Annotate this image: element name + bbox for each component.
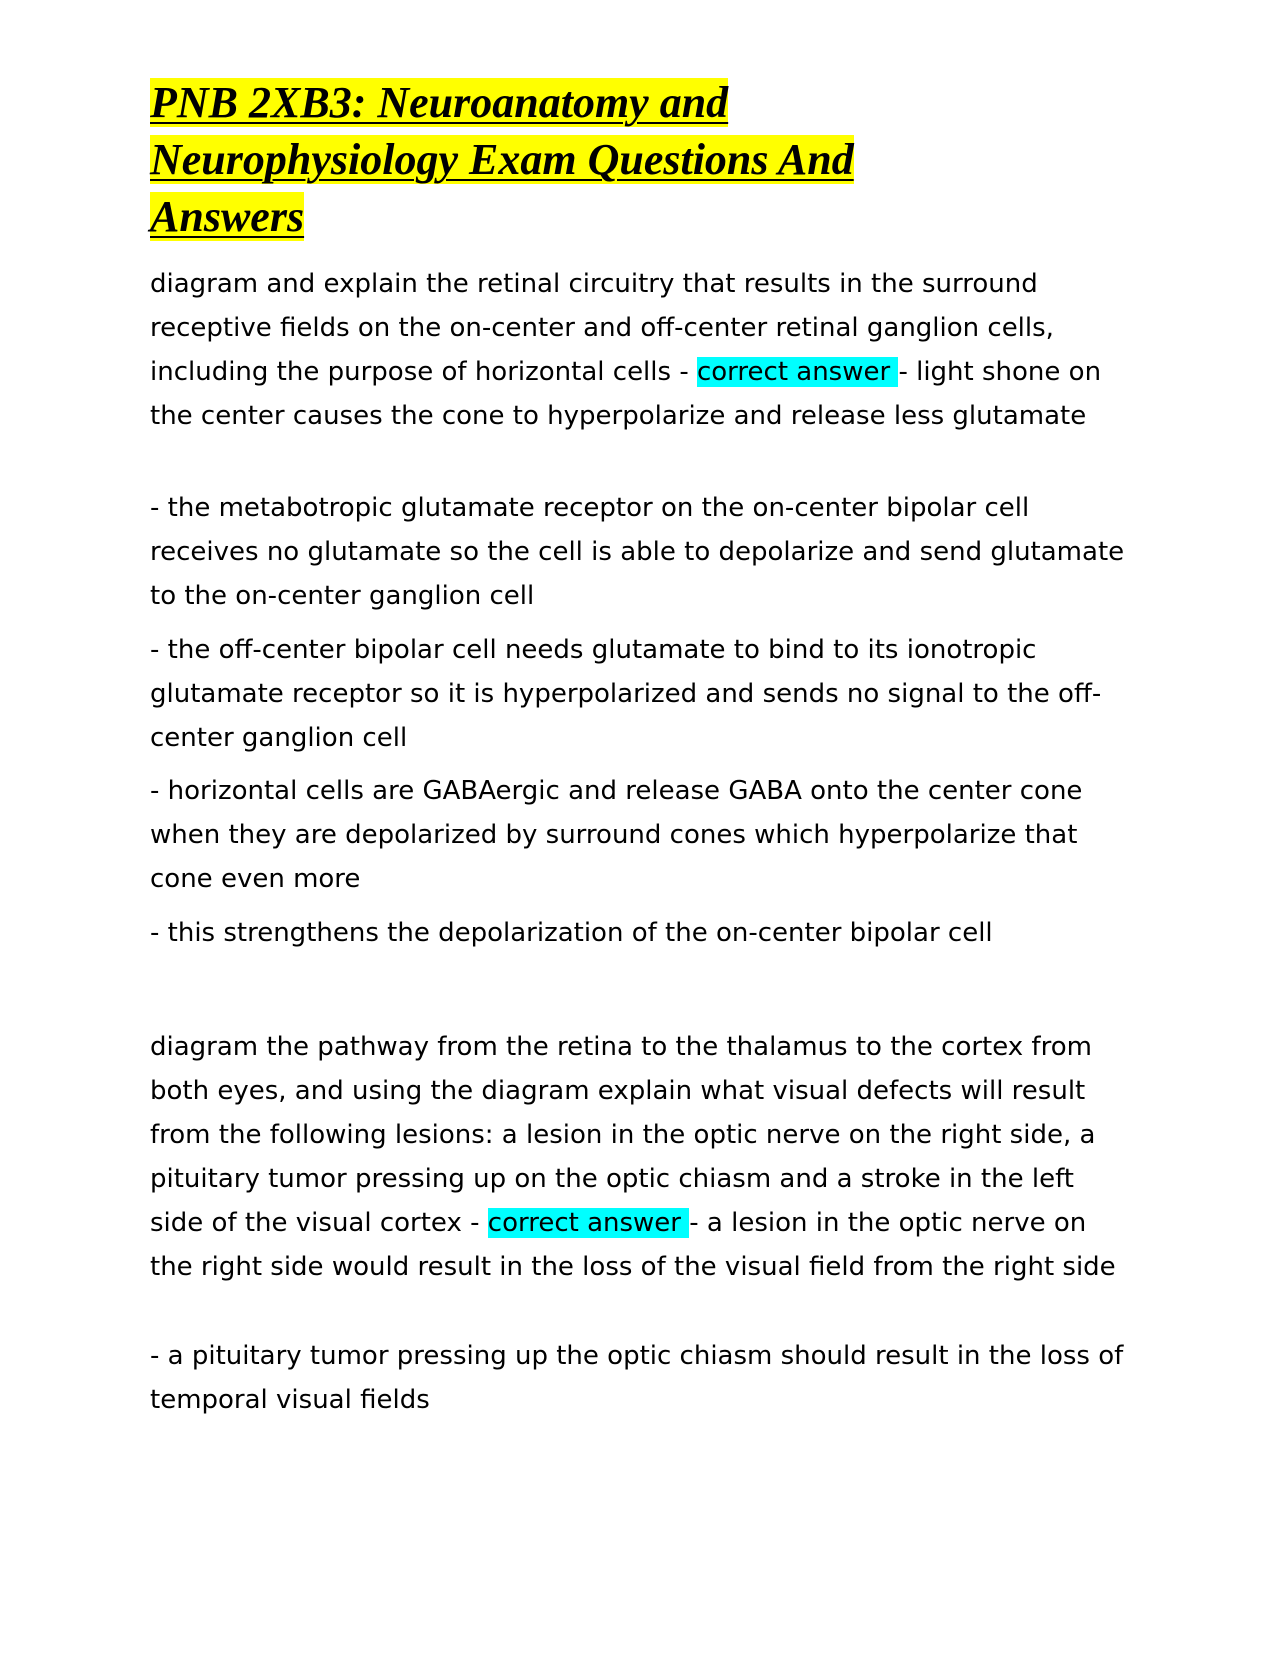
question-1-point-4: - this strengthens the depolarization of the on-center bipolar cell xyxy=(150,918,993,948)
question-1-paragraph xyxy=(150,262,1135,438)
question-2-prompt: diagram the pathway from the retina to the thalamus to the cortex from both eyes, and using the diagram explain what visual defects will result from the following lesions: a lesion in the optic nerve on the right side, a pituitary tumor pressing up on the optic chiasm and a stroke in the left side of the visual cortex - xyxy=(150,1032,1096,1238)
question-1-answer-marker: correct answer xyxy=(696,357,899,387)
document-title xyxy=(150,74,1050,245)
question-1-point-2: - the off-center bipolar cell needs glutamate to bind to its ionotropic glutamate receptor so it is hyperpolarized and sends no signal to the off-center ganglion cell xyxy=(150,635,1102,753)
title-line-1: PNB 2XB3: Neuroanatomy and xyxy=(150,78,729,127)
title-line-3: Answers xyxy=(150,192,305,241)
question-2-point-1: - a pituitary tumor pressing up the optic chiasm should result in the loss of temporal visual fields xyxy=(150,1341,1124,1415)
question-2-answer-marker: correct answer xyxy=(487,1208,690,1238)
question-2-answer-lead: - a lesion in the optic nerve on the right side would result in the loss of the visual field from the right side xyxy=(150,1208,1116,1282)
question-2-paragraph xyxy=(150,1025,1135,1289)
title-line-2: Neurophysiology Exam Questions And xyxy=(150,135,854,184)
question-1-prompt: diagram and explain the retinal circuitry that results in the surround receptive fields on the on-center and off-center retinal ganglion cells, including the purpose of horizontal cells - xyxy=(150,269,1054,387)
question-1-answer-lead: - light shone on the center causes the cone to hyperpolarize and release less glutamate xyxy=(150,357,1102,431)
question-1-point-1: - the metabotropic glutamate receptor on the on-center bipolar cell receives no glutamate so the cell is able to depolarize and send glutamate to the on-center ganglion cell xyxy=(150,493,1125,611)
question-1-point-3: - horizontal cells are GABAergic and release GABA onto the center cone when they are depolarized by surround cones which hyperpolarize that cone even more xyxy=(150,776,1083,894)
